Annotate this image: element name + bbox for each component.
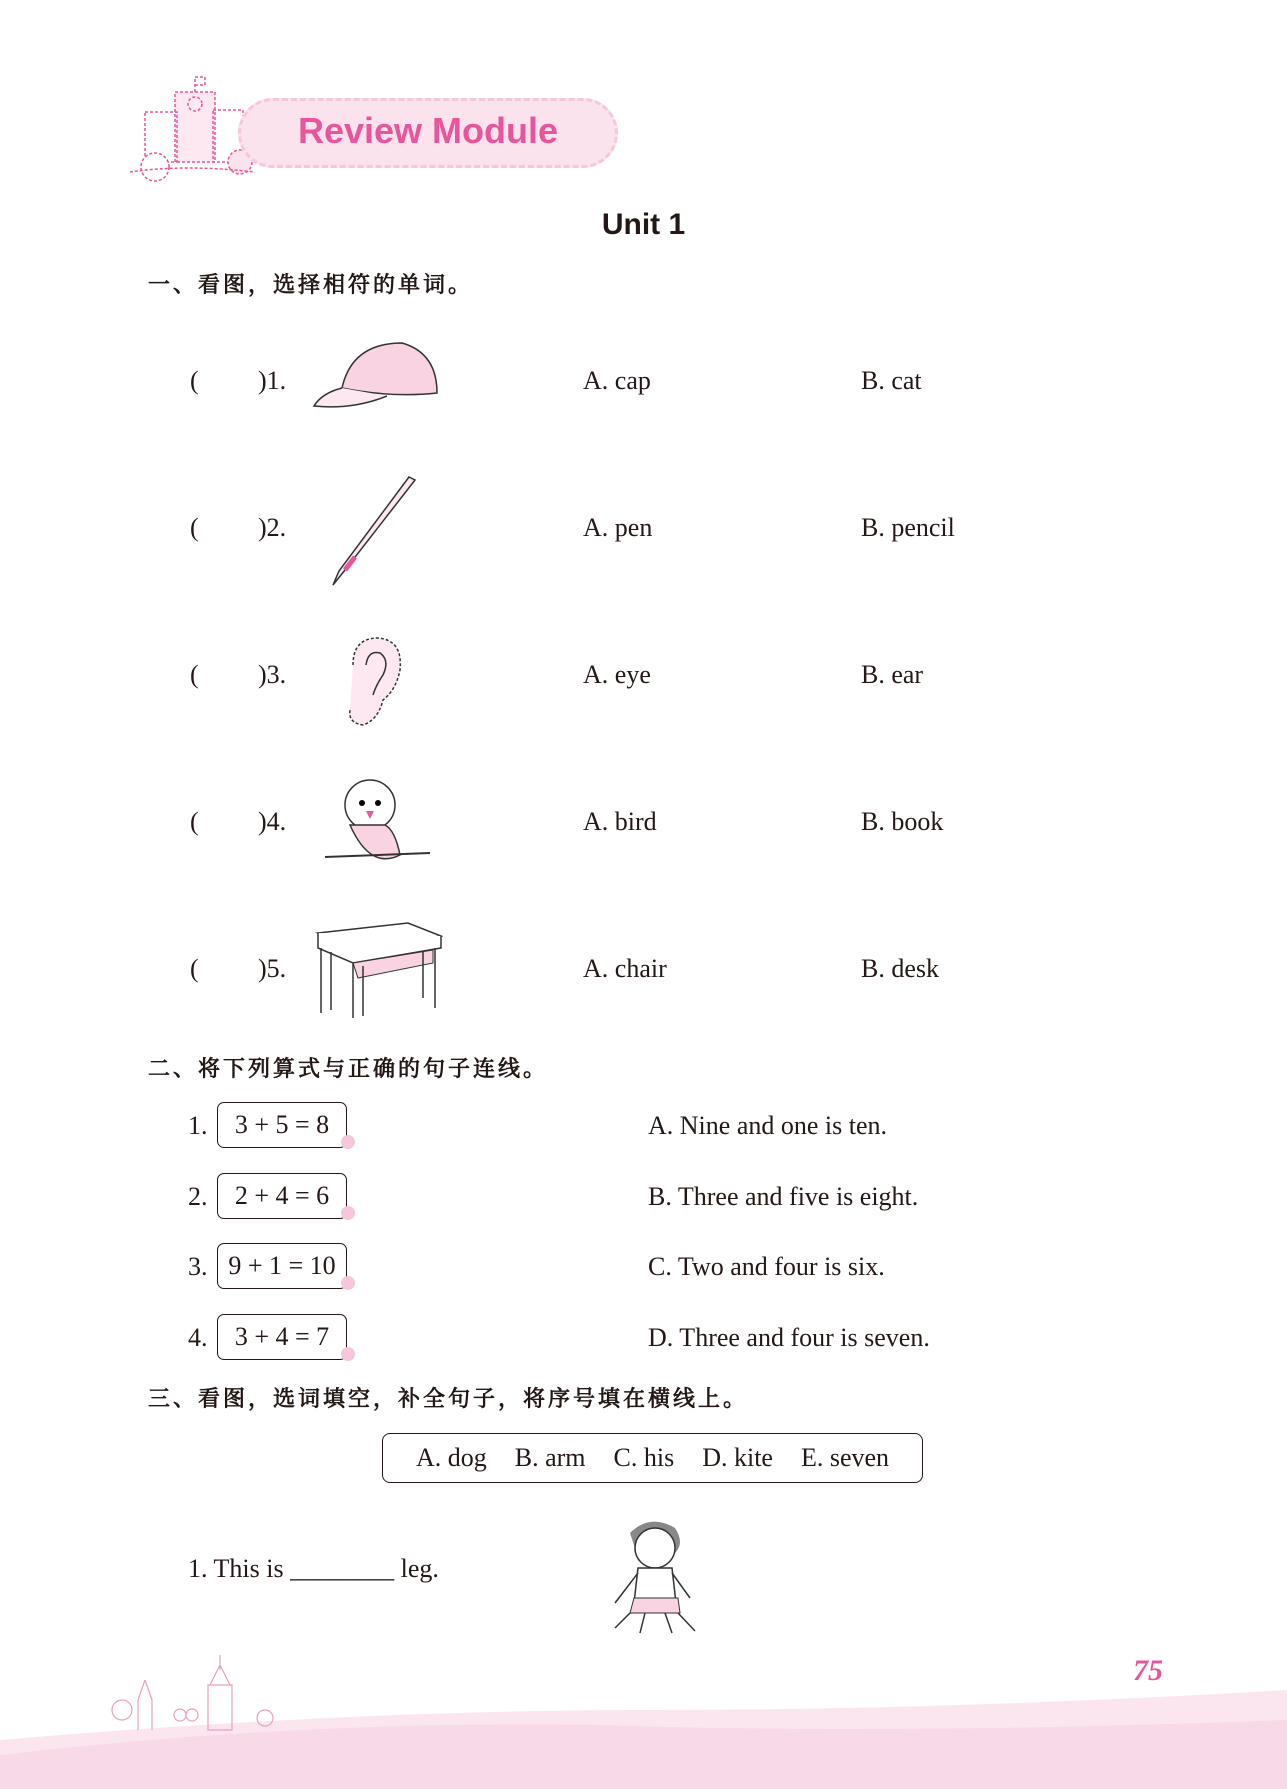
- item-number: )1.: [258, 366, 287, 395]
- option-a[interactable]: A. eye: [583, 660, 651, 689]
- word-option: B. arm: [514, 1443, 586, 1472]
- match-dot[interactable]: [341, 1135, 355, 1149]
- sentence-option[interactable]: B. Three and five is eight.: [648, 1182, 919, 1211]
- item-number: )2.: [258, 513, 287, 542]
- option-a[interactable]: A. pen: [583, 513, 653, 542]
- fill-sentence-1[interactable]: 1. This is ________ leg.: [188, 1554, 439, 1583]
- match-dot[interactable]: [341, 1276, 355, 1290]
- page-number: 75: [1133, 1654, 1163, 1687]
- section1-heading: 一、看图，选择相符的单词。: [148, 273, 474, 298]
- word-option: C. his: [613, 1443, 675, 1472]
- section3-heading: 三、看图，选词填空，补全句子，将序号填在横线上。: [148, 1387, 749, 1412]
- desk-picture: [313, 918, 443, 1018]
- option-b[interactable]: B. pencil: [861, 513, 955, 542]
- equation-box: 3 + 5 = 8: [217, 1102, 347, 1148]
- answer-paren[interactable]: (: [190, 366, 199, 395]
- bird-picture: [320, 775, 435, 880]
- answer-paren[interactable]: (: [190, 807, 199, 836]
- boy-picture: [600, 1513, 710, 1638]
- module-title: Review Module: [297, 110, 559, 151]
- cap-picture: [312, 338, 442, 423]
- match-dot[interactable]: [341, 1347, 355, 1361]
- match-dot[interactable]: [341, 1206, 355, 1220]
- item-number: 3.: [188, 1252, 208, 1281]
- sentence-option[interactable]: A. Nine and one is ten.: [648, 1111, 888, 1140]
- item-number: )5.: [258, 954, 287, 983]
- answer-paren[interactable]: (: [190, 513, 199, 542]
- pen-picture: [325, 475, 425, 590]
- answer-paren[interactable]: (: [190, 954, 199, 983]
- sentence-option[interactable]: D. Three and four is seven.: [648, 1323, 930, 1352]
- option-b[interactable]: B. desk: [861, 954, 939, 983]
- item-number: )4.: [258, 807, 287, 836]
- equation-box: 2 + 4 = 6: [217, 1173, 347, 1219]
- castle-town-decoration: [100, 1650, 330, 1735]
- word-option: E. seven: [800, 1443, 890, 1472]
- word-bank: [382, 1433, 923, 1483]
- section2-heading: 二、将下列算式与正确的句子连线。: [148, 1057, 549, 1082]
- option-b[interactable]: B. ear: [861, 660, 924, 689]
- equation-box: 3 + 4 = 7: [217, 1314, 347, 1360]
- answer-paren[interactable]: (: [190, 660, 199, 689]
- option-b[interactable]: B. cat: [861, 366, 922, 395]
- item-number: 2.: [188, 1182, 208, 1211]
- item-number: 1.: [188, 1111, 208, 1140]
- sentence-option[interactable]: C. Two and four is six.: [648, 1252, 885, 1281]
- ear-picture: [338, 635, 408, 730]
- option-a[interactable]: A. cap: [583, 366, 651, 395]
- option-b[interactable]: B. book: [861, 807, 944, 836]
- unit-title: Unit 1: [601, 208, 686, 241]
- item-number: )3.: [258, 660, 287, 689]
- option-a[interactable]: A. chair: [583, 954, 667, 983]
- word-option: A. dog: [415, 1443, 487, 1472]
- equation-box: 9 + 1 = 10: [217, 1243, 347, 1289]
- item-number: 4.: [188, 1323, 208, 1352]
- option-a[interactable]: A. bird: [583, 807, 657, 836]
- word-option: D. kite: [702, 1443, 773, 1472]
